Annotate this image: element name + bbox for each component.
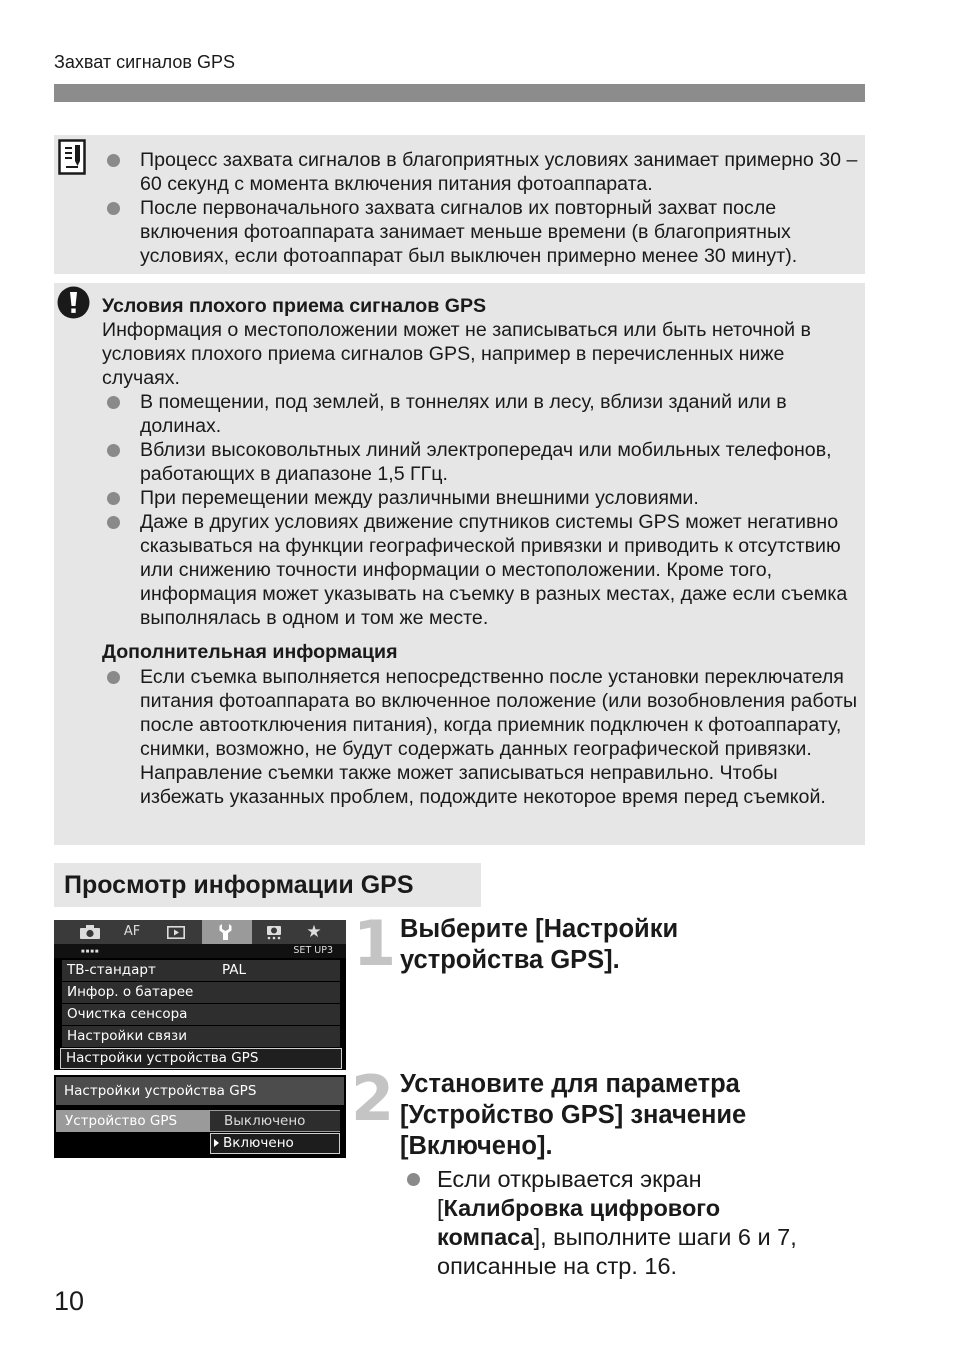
menu-page-label: SET UP3 [293, 945, 333, 956]
menu-item[interactable] [62, 960, 340, 981]
camera-menu-screen [54, 920, 346, 1070]
menu-item-label: Очистка сенсора [67, 1006, 188, 1022]
caution-bullet: Вблизи высоковольтных линий электропередач или мобильных телефонов, работающих в диапазоне 1,5 ГГц. [107, 438, 859, 486]
custom-function-icon [254, 920, 294, 944]
selection-arrow-icon [214, 1139, 219, 1147]
step-text: Установите для параметра [Устройство GPS] значение [Включено]. [400, 1070, 747, 1160]
menu-item[interactable] [62, 1026, 340, 1047]
caution-title: Условия плохого приема сигналов GPS [102, 295, 487, 317]
extra-info-bullet: Если съемка выполняется непосредственно после установки переключателя питания фотоаппарата во включенное положение (или возобновления работы после автоотключения питания), когда приемник подключен к фотоаппарату, снимки, возможно, не будут содержать данных географической привязки. Направление съемки также может записываться неправильно. Чтобы избежать указанных проблем, подождите некоторое время перед съемкой. [107, 665, 859, 809]
step-number: 2 [351, 1062, 395, 1135]
star-icon: ★ [306, 922, 322, 942]
header-bar [54, 84, 865, 102]
note-bullet: Процесс захвата сигналов в благоприятных условиях занимает примерно 30 – 60 секунд с момента включения питания фотоаппарата. [107, 148, 859, 196]
note-panel [54, 135, 865, 274]
gps-device-label: Устройство GPS [65, 1113, 178, 1129]
caution-intro: Информация о местоположении может не записываться или быть неточной в условиях плохого приема сигналов GPS, например в перечисленных ниже случаях. [102, 319, 811, 389]
caution-bullet: В помещении, под землей, в тоннелях или в лесу, вблизи зданий или в долинах. [107, 390, 859, 438]
step-bullet [404, 1165, 834, 1281]
wrench-icon [202, 920, 252, 944]
page-dots-icon: ■■■■ [81, 949, 100, 955]
gps-option-label: Включено [223, 1135, 294, 1151]
caution-icon [57, 286, 90, 319]
menu-item-selected[interactable] [60, 1048, 342, 1069]
menu-item-label: Настройки устройства GPS [66, 1050, 259, 1066]
gps-screen-title: Настройки устройства GPS [56, 1077, 344, 1105]
tab-af: AF [123, 924, 141, 939]
menu-item-label: ТВ-стандарт [67, 962, 156, 978]
note-bullet: После первоначального захвата сигналов их повторный захват после включения фотоаппарата занимает меньше времени (в благоприятных условиях, если фотоаппарат был выключен примерно менее 30 минут). [107, 196, 859, 268]
gps-settings-screen [54, 1075, 346, 1158]
menu-item[interactable] [62, 1004, 340, 1025]
gps-device-value: Выключено [210, 1111, 340, 1131]
menu-item[interactable] [62, 982, 340, 1003]
extra-info-title: Дополнительная информация [102, 641, 398, 663]
step-text: Выберите [Настройки устройства GPS]. [400, 915, 679, 974]
menu-tab-bar [54, 920, 346, 944]
menu-item-label: Настройки связи [67, 1028, 187, 1044]
menu-item-label: Инфор. о батарее [67, 984, 194, 1000]
gps-device-row[interactable] [56, 1110, 340, 1132]
note-icon [58, 139, 86, 175]
step-bullet-bold: Калибровка цифрового компаса [437, 1195, 721, 1250]
gps-option-enabled[interactable] [210, 1133, 340, 1154]
step-number: 1 [353, 907, 397, 980]
caution-bullet: Даже в других условиях движение спутников системы GPS может негативно сказываться на функции географической привязки и приводить к отсутствию или снижению точности информации о местоположении. Кроме того, информация может указывать на съемку в разных местах, даже если съемка выполнялась в одном и том же месте. [107, 510, 859, 630]
caution-bullet: При перемещении между различными внешними условиями. [107, 486, 859, 510]
menu-item-value: PAL [222, 962, 247, 978]
running-head: Захват сигналов GPS [54, 52, 235, 72]
caution-panel [54, 283, 865, 845]
page-number: 10 [54, 1286, 85, 1316]
step-bullet-text: ], выполните шаги 6 и 7, описанные на стр. 16. [437, 1224, 797, 1279]
playback-icon [158, 920, 194, 944]
camera-icon [72, 920, 108, 944]
menu-sub-bar [54, 944, 346, 958]
step-bullet-text: Если открывается экран [ [437, 1166, 702, 1221]
section-title: Просмотр информации GPS [54, 863, 481, 907]
